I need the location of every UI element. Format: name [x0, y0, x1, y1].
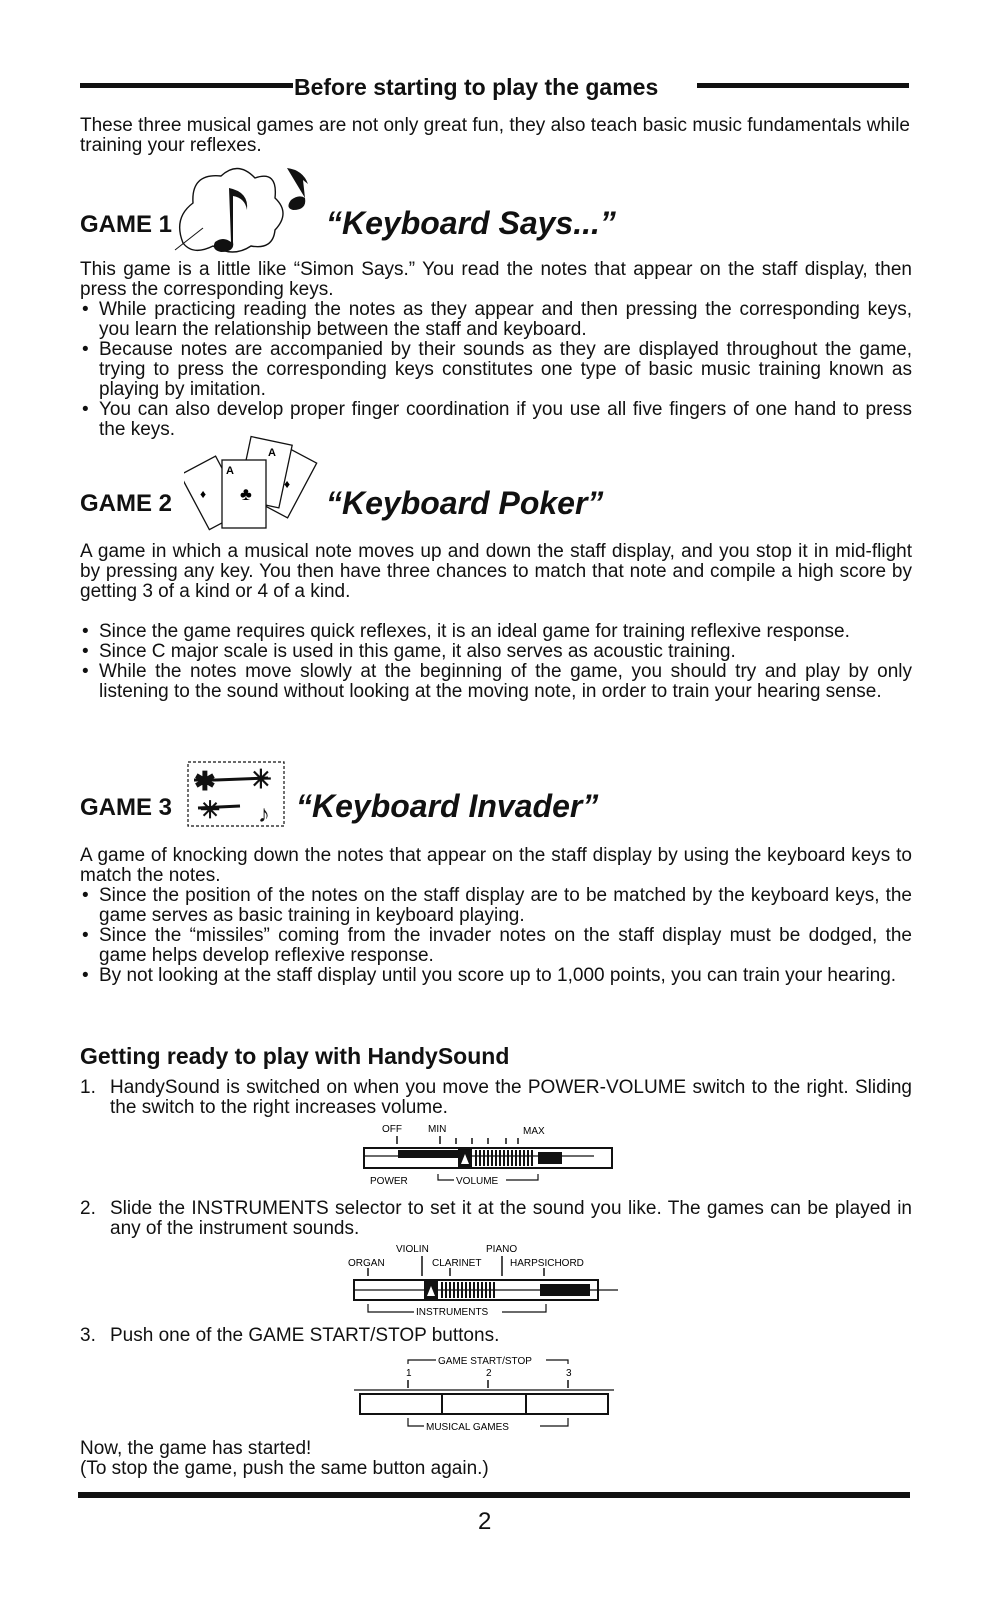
clarinet-label: CLARINET [432, 1258, 482, 1269]
svg-text:✱: ✱ [194, 766, 216, 796]
list-item: • While the notes move slowly at the beginning of the game, you should try and play by only listening to the sound without looking at the moving note, in order to train your hearing sense. [80, 662, 912, 702]
organ-label: ORGAN [348, 1258, 385, 1269]
step-3 [80, 1326, 912, 1346]
footer-rule [78, 1492, 910, 1498]
svg-text:✳: ✳ [200, 797, 221, 824]
power-volume-diagram [360, 1122, 622, 1194]
game2-body [80, 542, 912, 702]
invader-icon [180, 756, 290, 832]
game1-label: GAME 1 [80, 211, 173, 238]
list-item: • Since the “missiles” coming from the invader notes on the staff display must be dodged, the game helps develop reflexive response. [80, 926, 912, 966]
closing-line-2: (To stop the game, push the same button again.) [80, 1458, 489, 1479]
svg-text:♦: ♦ [284, 477, 291, 491]
svg-text:✳: ✳ [250, 764, 272, 794]
game1-bullet-list [80, 300, 912, 440]
list-item: • Since C major scale is used in this game, it also serves as acoustic training. [80, 642, 912, 662]
header-rule-right [697, 83, 909, 88]
page-title: Before starting to play the games [294, 74, 659, 100]
closing-line-1: Now, the game has started! [80, 1438, 312, 1459]
playing-cards-icon [184, 432, 334, 542]
button-2-label: 2 [486, 1368, 492, 1379]
step-number: 3. [80, 1325, 96, 1346]
game1-title: “Keyboard Says...” [326, 205, 616, 241]
step-text: HandySound is switched on when you move the POWER-VOLUME switch to the right. Sliding the switch to the right increases volume. [110, 1077, 912, 1118]
instruments-diagram [340, 1242, 630, 1318]
game1-body [80, 260, 912, 440]
game2-bullet-list [80, 622, 912, 702]
game-buttons-diagram [354, 1354, 618, 1438]
button-3-label: 3 [566, 1368, 572, 1379]
step-2 [80, 1199, 912, 1239]
min-label: MIN [428, 1124, 447, 1135]
list-item: • While practicing reading the notes as they appear and then pressing the corresponding keys, you learn the relationship between the staff and keyboard. [80, 300, 912, 340]
game3-body [80, 846, 912, 986]
step-number: 1. [80, 1077, 96, 1098]
musical-games-label: MUSICAL GAMES [426, 1422, 509, 1433]
instruments-label: INSTRUMENTS [416, 1307, 489, 1318]
game-start-stop-label: GAME START/STOP [438, 1356, 532, 1367]
step-1 [80, 1078, 912, 1118]
list-item: • By not looking at the staff display until you score up to 1,000 points, you can train your hearing. [80, 966, 912, 986]
note-cloud-icon [163, 158, 323, 258]
off-label: OFF [382, 1124, 402, 1135]
button-1-label: 1 [406, 1368, 412, 1379]
piano-label: PIANO [486, 1244, 518, 1255]
section-heading: Getting ready to play with HandySound [80, 1043, 510, 1069]
list-item: • You can also develop proper finger coordination if you use all five fingers of one hand to press the keys. [80, 400, 912, 440]
game3-title: “Keyboard Invader” [296, 788, 599, 824]
list-item: • Since the position of the notes on the staff display are to be matched by the keyboard keys, the game serves as basic training in keyboard playing. [80, 886, 912, 926]
svg-text:♦: ♦ [200, 487, 207, 501]
svg-text:♣: ♣ [240, 484, 252, 504]
game3-bullet-list [80, 886, 912, 986]
game1-paragraph: This game is a little like “Simon Says.” You read the notes that appear on the staff display, then press the corresponding keys. [80, 259, 912, 300]
step-text: Push one of the GAME START/STOP buttons. [110, 1325, 500, 1346]
list-item: • Because notes are accompanied by their sounds as they are displayed throughout the game, trying to press the corresponding keys constitutes one type of basic music training known as playing by imitation. [80, 340, 912, 400]
game3-label: GAME 3 [80, 794, 173, 821]
svg-text:A: A [268, 447, 276, 459]
game3-paragraph: A game of knocking down the notes that appear on the staff display by using the keyboard keys to match the notes. [80, 845, 912, 886]
game2-label: GAME 2 [80, 490, 173, 517]
volume-label: VOLUME [456, 1176, 499, 1187]
game2-paragraph: A game in which a musical note moves up and down the staff display, and you stop it in mid-flight by pressing any key. You then have three chances to match that note and compile a high score by getting 3 of a kind or 4 of a kind. [80, 541, 912, 602]
step-text: Slide the INSTRUMENTS selector to set it at the sound you like. The games can be played in any of the instrument sounds. [110, 1198, 912, 1239]
harpsichord-label: HARPSICHORD [510, 1258, 584, 1269]
violin-label: VIOLIN [396, 1244, 429, 1255]
page-number: 2 [478, 1508, 492, 1535]
max-label: MAX [523, 1126, 545, 1137]
power-label: POWER [370, 1176, 408, 1187]
header-rule-left [80, 83, 293, 88]
intro-paragraph: These three musical games are not only great fun, they also teach basic music fundamentals while training your reflexes. [80, 115, 910, 156]
game2-title: “Keyboard Poker” [326, 485, 604, 521]
step-number: 2. [80, 1198, 96, 1219]
svg-text:♪: ♪ [258, 801, 270, 828]
list-item: • Since the game requires quick reflexes, it is an ideal game for training reflexive response. [80, 622, 912, 642]
svg-text:A: A [226, 465, 234, 477]
